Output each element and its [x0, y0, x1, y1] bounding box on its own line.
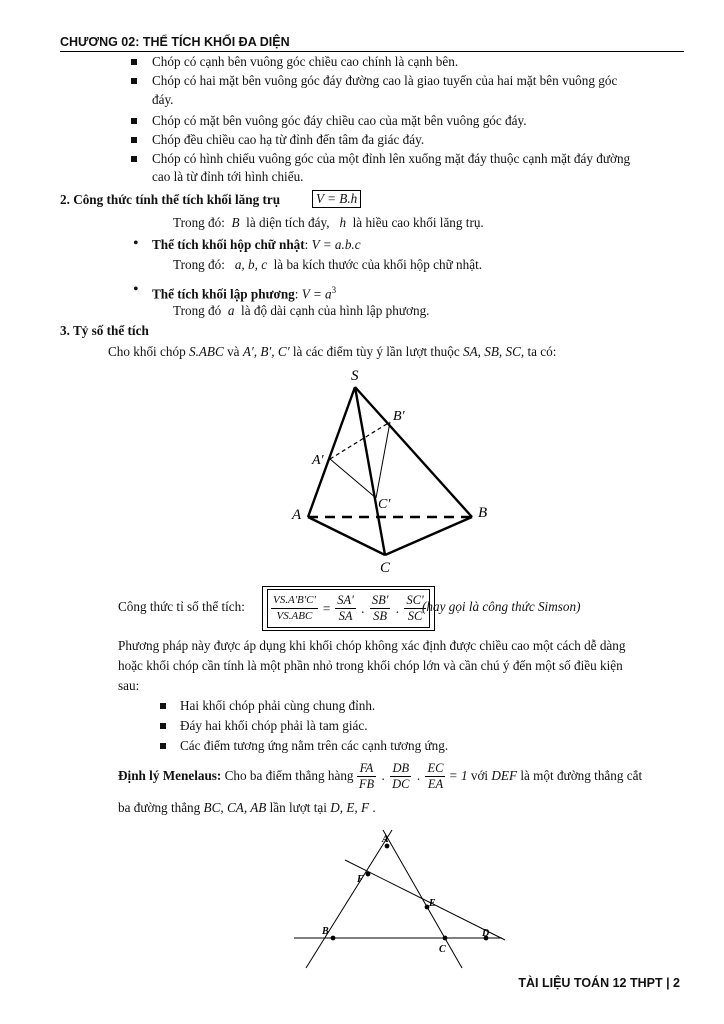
where-prefix: Trong đó: — [173, 257, 225, 272]
label-A: A — [292, 507, 302, 523]
intro-text: là các điểm tùy ý lần lượt thuộc — [292, 344, 460, 359]
bullet-square — [131, 137, 137, 143]
where-prefix: Trong đó: — [173, 215, 225, 230]
box-vars: a, b, c — [234, 257, 268, 272]
factor-numerator: DB — [390, 761, 411, 777]
list-item: Chóp đều chiều cao hạ từ đỉnh đến tâm đa giác đáy. — [152, 132, 425, 147]
edges-name: SA, SB, SC — [463, 344, 521, 359]
section-3-heading: 3. Tỷ số thể tích — [60, 323, 149, 338]
section-3-intro — [108, 343, 556, 360]
where-prefix: Trong đó — [173, 303, 222, 318]
bullet-square — [131, 118, 137, 124]
intro-text: , ta có: — [520, 344, 557, 359]
bullet-square — [131, 59, 137, 65]
cube-where-line — [173, 302, 429, 319]
lines-name: BC, CA, AB — [203, 800, 267, 815]
var-h: h — [339, 215, 347, 230]
prism-where-line — [173, 214, 484, 231]
cube-volume-line: Thể tích khối lập phương: $V = a^3$ — [152, 285, 337, 302]
method-line-3: sau: — [118, 678, 140, 693]
intro-text: Cho khối chóp — [108, 344, 186, 359]
list-item: Chóp có hình chiếu vuông góc của một đỉnh lên xuống mặt đáy thuộc cạnh mặt đáy đường — [152, 151, 631, 166]
factor-numerator: EC — [427, 761, 444, 776]
label-C: C — [439, 944, 446, 955]
label-B: B — [478, 505, 488, 521]
list-item: Hai khối chóp phải cùng chung đỉnh. — [180, 698, 376, 713]
cube-volume-formula: V = a — [301, 286, 332, 302]
point-C — [443, 936, 448, 941]
pyramid-name: S.ABC — [188, 344, 224, 359]
cube-exponent: 3 — [331, 285, 337, 295]
factor-denominator: FB — [358, 777, 375, 792]
edge-SB — [355, 387, 472, 517]
factor-numerator: SC' — [406, 593, 424, 607]
points-name: A′, B′, C′ — [242, 344, 290, 359]
bullet-dot: • — [133, 235, 139, 252]
prism-volume-formula: V = B.h — [312, 190, 361, 208]
where-end: là ba kích thước của khối hộp chữ nhật. — [273, 257, 483, 272]
box-volume-heading: Thể tích khối hộp chữ nhật — [152, 237, 305, 252]
label-S: S — [351, 368, 359, 384]
var-a: a — [227, 303, 235, 318]
menelaus-factor-2 — [390, 761, 411, 792]
pyramid-figure — [280, 362, 500, 580]
cube-volume-heading: Thể tích khối lập phương — [152, 286, 295, 302]
simson-formula-box — [262, 586, 435, 631]
menelaus-text: . — [372, 800, 376, 815]
menelaus-factor-3 — [425, 761, 445, 792]
factor-denominator: SB — [373, 609, 388, 623]
label-B: B — [322, 926, 329, 937]
menelaus-text: Cho ba điểm thẳng hàng — [224, 768, 354, 783]
list-item: Chóp có hai mặt bên vuông góc đáy đường cao là giao tuyến của hai mặt bên vuông góc — [152, 73, 618, 88]
section-2-heading: 2. Công thức tính thể tích khối lăng trụ — [60, 192, 281, 207]
menelaus-text: ba đường thẳng — [118, 800, 201, 815]
edge-AC — [308, 517, 385, 555]
menelaus-heading: Định lý Menelaus: — [118, 768, 222, 783]
bullet-square — [160, 743, 166, 749]
factor-numerator: FA — [357, 761, 376, 777]
factor-denominator: SC — [407, 609, 423, 623]
point-B — [331, 936, 336, 941]
page-footer: TÀI LIỆU TOÁN 12 THPT | 2 — [518, 976, 680, 990]
list-item: đáy. — [152, 92, 174, 107]
ratio-lhs — [271, 593, 318, 624]
intro-text: và — [227, 344, 240, 359]
list-item: Đáy hai khối chóp phải là tam giác. — [180, 718, 368, 733]
page-title: CHƯƠNG 02: THỂ TÍCH KHỐI ĐA DIỆN — [60, 35, 290, 49]
menelaus-equals: = 1 — [448, 768, 468, 783]
box-where-line — [173, 256, 482, 273]
edge-SA — [308, 387, 355, 517]
factor-denominator: EA — [427, 777, 444, 792]
where-end: là độ dài cạnh của hình lập phương. — [241, 303, 430, 318]
label-C: C — [380, 560, 391, 576]
var-B: B — [231, 215, 240, 230]
menelaus-factor-1 — [357, 761, 376, 792]
label-F: F — [357, 874, 364, 885]
menelaus-line-2 — [118, 799, 376, 816]
label-A: A — [382, 834, 389, 845]
menelaus-line-1: Định lý Menelaus: Cho ba điểm thẳng hàng $\frac{FA}{FB}$ . $\frac{DB}{DC}$ . $\frac{EC}{EA}$ = 1 với DEF là một đường thẳng cắt — [118, 761, 643, 792]
edge-BC — [385, 517, 472, 555]
factor-numerator: SB' — [371, 593, 389, 607]
label-A-prime: A′ — [312, 453, 324, 468]
segment-A1B1 — [330, 422, 390, 459]
bullet-square — [131, 78, 137, 84]
bullet-square — [160, 723, 166, 729]
simson-note: (hay gọi là công thức Simson) — [422, 599, 581, 614]
where-mid: là diện tích đáy, — [246, 215, 330, 230]
point-F — [366, 872, 371, 877]
factor-numerator: SA' — [337, 593, 354, 607]
menelaus-text: là một đường thẳng cắt — [520, 768, 643, 783]
menelaus-text: lần lượt tại — [269, 800, 327, 815]
factor-denominator: SA — [338, 609, 353, 623]
header-rule — [60, 51, 684, 52]
list-item: cao là từ đỉnh tới hình chiếu. — [152, 169, 304, 184]
where-end: là hiều cao khối lăng trụ. — [352, 215, 484, 230]
line-name: DEF — [491, 768, 518, 783]
label-E: E — [429, 898, 436, 909]
simson-formula-inner: $\frac{VS.A'B'C'}{\text{VS.ABC}}$ = $\frac{SA'}{SA}$ . $\frac{SB'}{SB}$ . $\frac{SC'}{SC}$ — [267, 589, 430, 628]
list-item: Các điểm tương ứng nằm trên các cạnh tương ứng. — [180, 738, 449, 753]
menelaus-figure — [290, 828, 510, 970]
factor-denominator: DC — [392, 777, 410, 792]
points-name: D, E, F — [330, 800, 370, 815]
box-volume-line: Thể tích khối hộp chữ nhật: V = a.b.c — [152, 237, 361, 252]
ratio-factor-1 — [335, 593, 356, 624]
label-B-prime: B′ — [393, 409, 405, 424]
equals-sign: = — [322, 600, 331, 616]
list-item: Chóp có mặt bên vuông góc đáy chiều cao của mặt bên vuông góc đáy. — [152, 113, 527, 128]
method-line-2: hoặc khối chóp cần tính là một phần nhỏ trong khối chóp lớn và cần chú ý đến một số điều kiện — [118, 658, 623, 673]
bullet-square — [160, 703, 166, 709]
box-volume-formula: V = a.b.c — [311, 237, 361, 252]
lhs-numerator: VS.A'B'C' — [271, 593, 318, 609]
bullet-square — [131, 156, 137, 162]
segment-B1C1 — [376, 422, 390, 498]
ratio-label: Công thức tỉ số thể tích: — [118, 599, 245, 614]
menelaus-text: với — [470, 768, 489, 783]
ratio-factor-2 — [370, 593, 391, 624]
list-item: Chóp có cạnh bên vuông góc chiều cao chính là cạnh bên. — [152, 54, 459, 69]
bullet-dot: • — [133, 281, 139, 298]
method-line-1: Phương pháp này được áp dụng khi khối chóp không xác định được chiều cao một cách dễ dàng — [118, 638, 626, 653]
label-C-prime: C′ — [378, 497, 391, 512]
line-AB — [306, 830, 392, 968]
lhs-denominator: VS.ABC — [276, 610, 313, 622]
label-D: D — [482, 928, 490, 939]
